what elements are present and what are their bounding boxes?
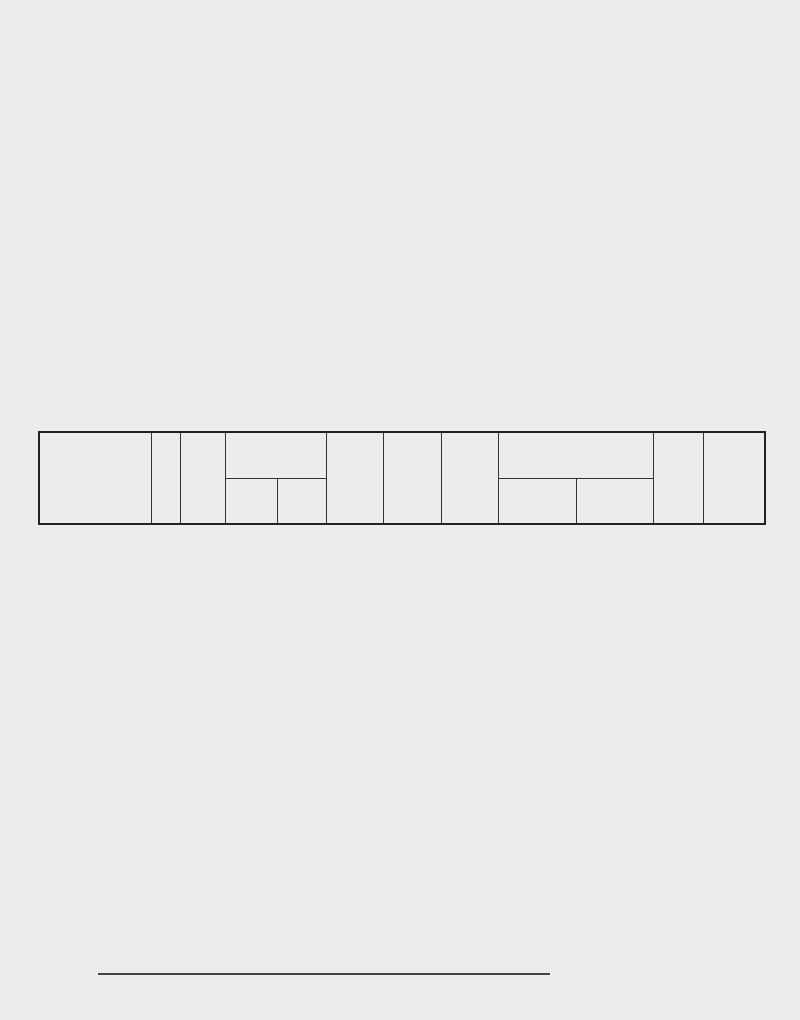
performance-table [38, 431, 766, 525]
header-motor-power [577, 478, 653, 524]
header-npsh [704, 432, 765, 524]
header-flow-m3h [225, 478, 277, 524]
header-feature [181, 432, 225, 524]
header-head [327, 432, 384, 524]
header-speed [441, 432, 498, 524]
header-stages [152, 432, 181, 524]
header-flow-ls [277, 478, 326, 524]
header-model [39, 432, 152, 524]
performance-curve-chart [200, 95, 600, 370]
header-efficiency [653, 432, 703, 524]
header-shaft-power [498, 478, 576, 524]
header-pressure [384, 432, 441, 524]
header-flow [225, 432, 327, 478]
header-power [498, 432, 653, 478]
footer-divider [98, 973, 550, 975]
